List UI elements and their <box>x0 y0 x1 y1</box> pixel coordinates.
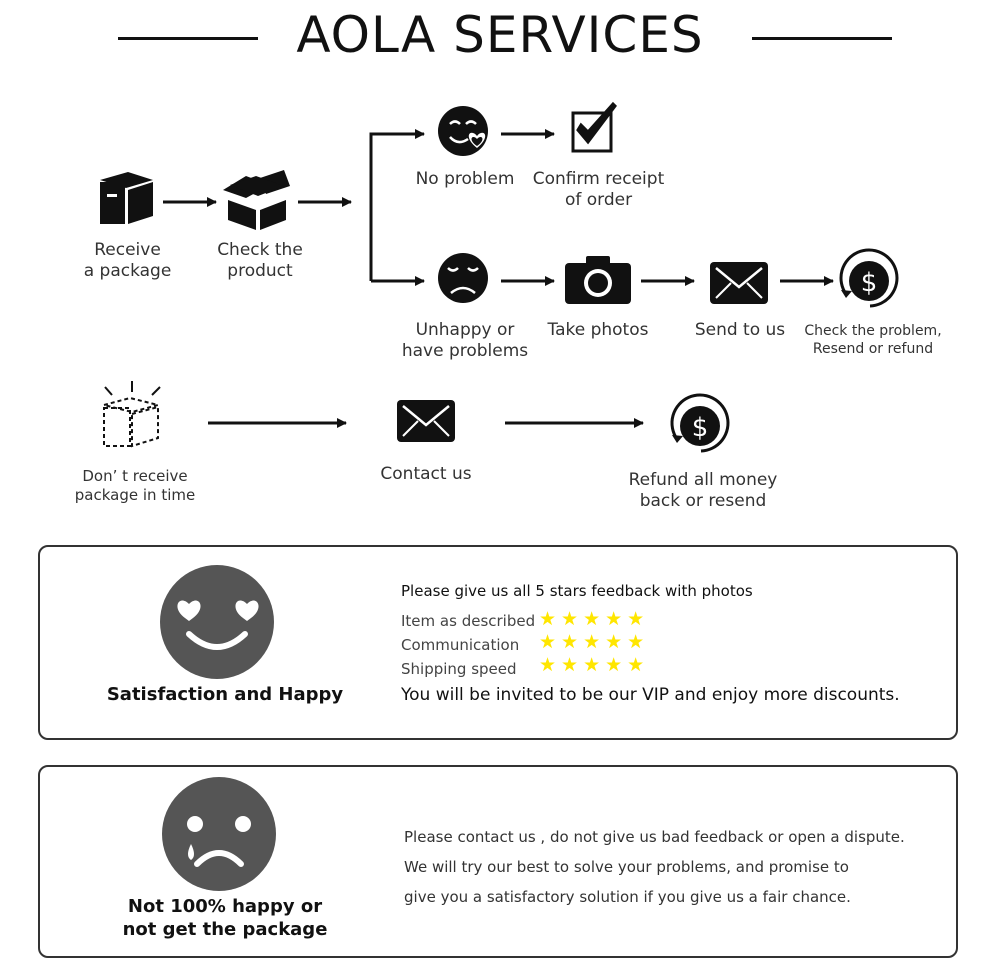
label-confirm-receipt: Confirm receipt of order <box>532 169 665 210</box>
dollar-refund-icon <box>841 250 897 306</box>
label-check-product: Check the product <box>217 240 303 281</box>
rating-stars-communication: ★★★★★ <box>539 631 650 653</box>
unhappy-caption: Not 100% happy or not get the package <box>122 896 328 940</box>
label-check-problem: Check the problem, Resend or refund <box>804 323 942 357</box>
rating-stars-shipping: ★★★★★ <box>539 654 650 676</box>
unhappy-message-line: Please contact us , do not give us bad feedback or open a dispute. <box>404 828 905 846</box>
rating-label-shipping: Shipping speed <box>401 660 517 678</box>
label-refund: Refund all money back or resend <box>628 470 778 511</box>
svg-text:$: $ <box>860 268 878 298</box>
rating-label-item: Item as described <box>401 612 536 630</box>
envelope-icon <box>710 262 768 304</box>
sad-face-icon <box>438 253 488 303</box>
heart-eyes-face-icon <box>159 564 275 680</box>
happy-caption: Satisfaction and Happy <box>106 684 344 705</box>
envelope-icon <box>397 400 455 442</box>
dollar-refund-icon <box>672 395 728 451</box>
checkbox-icon <box>573 104 615 151</box>
label-no-problem: No problem <box>415 169 515 189</box>
label-unhappy: Unhappy or have problems <box>401 320 529 361</box>
label-dont-receive: Don’ t receive package in time <box>74 467 196 504</box>
unhappy-message-line: give you a satisfactory solution if you give us a fair chance. <box>404 888 851 906</box>
missing-package-icon <box>104 381 160 446</box>
rating-stars-item: ★★★★★ <box>539 608 650 630</box>
svg-text:$: $ <box>691 413 709 443</box>
package-icon <box>100 172 153 224</box>
smile-heart-icon <box>438 106 488 156</box>
arrow-branch-ok <box>371 134 424 281</box>
vip-text: You will be invited to be our VIP and enjoy more discounts. <box>401 685 900 705</box>
label-send-to-us: Send to us <box>694 320 786 340</box>
label-contact-us: Contact us <box>380 464 472 484</box>
camera-icon <box>565 256 631 304</box>
page-title: AOLA SERVICES <box>296 6 704 64</box>
open-box-icon <box>223 170 290 230</box>
feedback-title: Please give us all 5 stars feedback with photos <box>401 582 753 600</box>
unhappy-message-line: We will try our best to solve your problems, and promise to <box>404 858 849 876</box>
crying-face-icon <box>161 776 277 892</box>
label-take-photos: Take photos <box>547 320 649 340</box>
label-receive-package: Receive a package <box>83 240 172 281</box>
rating-label-communication: Communication <box>401 636 520 654</box>
